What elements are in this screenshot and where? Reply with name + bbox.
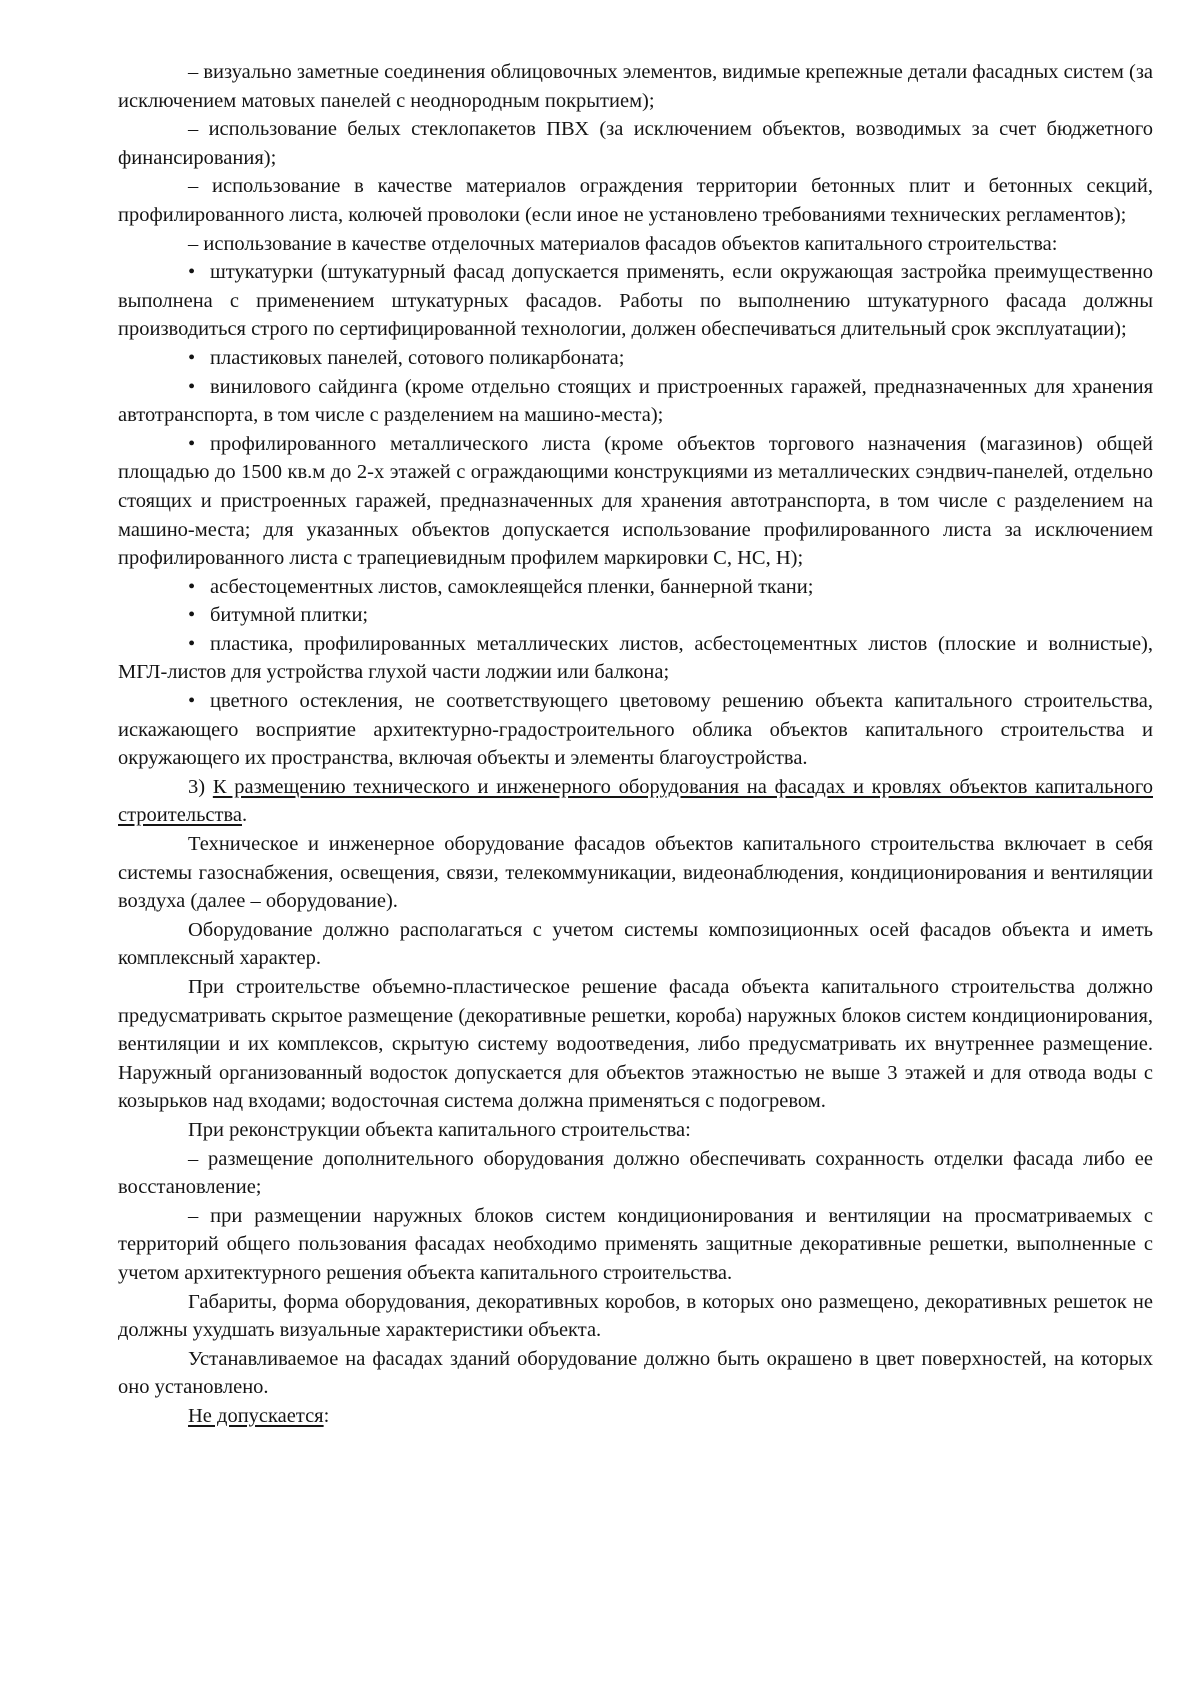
bullet-item-bitumen-tiles xyxy=(118,601,1153,630)
paragraph-text: При реконструкции объекта капитального строительства: xyxy=(188,1118,691,1141)
dash-item-protective-grilles xyxy=(118,1202,1153,1288)
paragraph-text: использование в качестве материалов ограждения территории бетонных плит и бетонных секций, профилированного листа, колючей проволоки (если иное не установлено требованиями технических регламентов); xyxy=(118,175,1153,226)
bullet-item-profiled-sheet xyxy=(118,430,1153,573)
bullet-marker: • xyxy=(188,690,196,713)
paragraph-text: пластиковых панелей, сотового поликарбоната; xyxy=(210,346,625,369)
heading-not-allowed xyxy=(118,1402,1153,1431)
dash-marker: – xyxy=(188,1204,199,1227)
section-number: 3) xyxy=(188,775,206,798)
dash-marker: – xyxy=(188,118,199,141)
bullet-item-loggia-materials xyxy=(118,630,1153,687)
bullet-item-colored-glazing xyxy=(118,687,1153,773)
paragraph-dimensions xyxy=(118,1288,1153,1345)
paragraph-text: использование в качестве отделочных материалов фасадов объектов капитального строительства: xyxy=(203,232,1058,255)
paragraph-text: Габариты, форма оборудования, декоративных коробов, в которых оно размещено, декоративных решеток не должны ухудшать визуальные характеристики объекта. xyxy=(118,1290,1153,1342)
paragraph-text: при размещении наружных блоков систем кондиционирования и вентиляции на просматриваемых с территорий общего пользования фасадах необходимо применять защитные декоративные решетки, выполненные с учетом архитектурного решения объекта капитального строительства. xyxy=(118,1204,1154,1284)
bullet-item-vinyl-siding xyxy=(118,373,1153,430)
paragraph-text: винилового сайдинга (кроме отдельно стоящих и пристроенных гаражей, предназначенных для хранения автотранспорта, в том числе с разделением на машино-места); xyxy=(118,375,1153,427)
dash-marker: – xyxy=(188,232,199,255)
paragraph-equipment-placement xyxy=(118,916,1153,973)
document-page xyxy=(118,58,1153,1431)
dash-item-finish-preservation xyxy=(118,1145,1153,1202)
paragraph-text: пластика, профилированных металлических листов, асбестоцементных листов (плоские и волнистые), МГЛ-листов для устройства глухой части лоджии или балкона; xyxy=(118,632,1153,684)
paragraph-text: размещение дополнительного оборудования должно обеспечивать сохранность отделки фасада либо ее восстановление; xyxy=(118,1147,1154,1199)
dash-marker: – xyxy=(188,61,199,83)
paragraph-equipment-definition xyxy=(118,830,1153,916)
heading-suffix: : xyxy=(323,1404,330,1427)
dash-item-pvc-windows xyxy=(118,115,1153,172)
bullet-marker: • xyxy=(188,375,196,398)
paragraph-text: штукатурки (штукатурный фасад допускается применять, если окружающая застройка преимущественно выполнена с применением штукатурных фасадов. Работы по выполнению штукатурного фасада должны производиться строго по сертифицированной технологии, должен обеспечиваться длительный срок эксплуатации); xyxy=(118,261,1153,341)
bullet-marker: • xyxy=(188,632,196,655)
dash-item-visible-joints xyxy=(118,58,1153,115)
paragraph-text: Оборудование должно располагаться с учетом системы композиционных осей фасадов объекта и иметь комплексный характер. xyxy=(118,918,1153,970)
paragraph-text: цветного остекления, не соответствующего цветовому решению объекта капитального строительства, искажающего восприятие архитектурно-градостроительного облика объектов капитального строительства и окружающего их пространства, включая объекты и элементы благоустройства. xyxy=(118,690,1153,770)
paragraph-text: визуально заметные соединения облицовочных элементов, видимые крепежные детали фасадных систем (за исключением матовых панелей с неоднородным покрытием); xyxy=(118,61,1154,112)
bullet-marker: • xyxy=(188,261,196,284)
bullet-item-plaster xyxy=(118,258,1153,344)
bullet-marker: • xyxy=(188,432,196,455)
bullet-item-plastic-panels xyxy=(118,344,1153,373)
heading-text: Не допускается xyxy=(188,1404,324,1427)
bullet-marker: • xyxy=(188,346,196,369)
paragraph-painting xyxy=(118,1345,1153,1402)
paragraph-text: профилированного металлического листа (кроме объектов торгового назначения (магазинов) общей площадью до 1500 кв.м до 2-х этажей с ограждающими конструкциями из металлических сэндвич-панелей, отдельно стоящих и пристроенных гаражей, предназначенных для хранения автотранспорта, в том числе с разделением на машино-места; для указанных объектов допускается использование профилированного листа за исключением профилированного листа с трапециевидным профилем маркировки С, НС, Н); xyxy=(118,432,1153,570)
heading-suffix: . xyxy=(241,804,248,827)
paragraph-text: асбестоцементных листов, самоклеящейся пленки, баннерной ткани; xyxy=(210,575,814,598)
section-heading-text: К размещению технического и инженерного оборудования на фасадах и кровлях объектов капитального строительства xyxy=(118,775,1153,827)
paragraph-text: При строительстве объемно-пластическое решение фасада объекта капитального строительства должно предусматривать скрытое размещение (декоративные решетки, короба) наружных блоков систем кондиционирования, вентиляции и их комплексов, скрытую систему водоотведения, либо предусматривать их внутреннее размещение. Наружный организованный водосток допускается для объектов этажностью не выше 3 этажей и для отвода воды с козырьков над входами; водосточная система должна применяться с подогревом. xyxy=(118,976,1153,1113)
dash-marker: – xyxy=(188,175,199,198)
dash-item-fencing xyxy=(118,172,1153,229)
paragraph-text: Устанавливаемое на фасадах зданий оборудование должно быть окрашено в цвет поверхностей, на которых оно установлено. xyxy=(118,1347,1153,1399)
section-heading-equipment xyxy=(118,773,1153,830)
bullet-marker: • xyxy=(188,604,196,627)
paragraph-construction xyxy=(118,973,1153,1116)
dash-marker: – xyxy=(188,1147,199,1170)
dash-item-finishing-materials xyxy=(118,230,1153,259)
paragraph-text: битумной плитки; xyxy=(210,604,369,627)
paragraph-text: Техническое и инженерное оборудование фасадов объектов капитального строительства включает в себя системы газоснабжения, освещения, связи, телекоммуникации, видеонаблюдения, кондиционирования и вентиляции воздуха (далее – оборудование). xyxy=(118,833,1153,913)
paragraph-text: использование белых стеклопакетов ПВХ (за исключением объектов, возводимых за счет бюджетного финансирования); xyxy=(118,118,1153,169)
bullet-item-asbestos-sheets xyxy=(118,573,1153,602)
bullet-marker: • xyxy=(188,575,196,598)
paragraph-reconstruction xyxy=(118,1116,1153,1145)
